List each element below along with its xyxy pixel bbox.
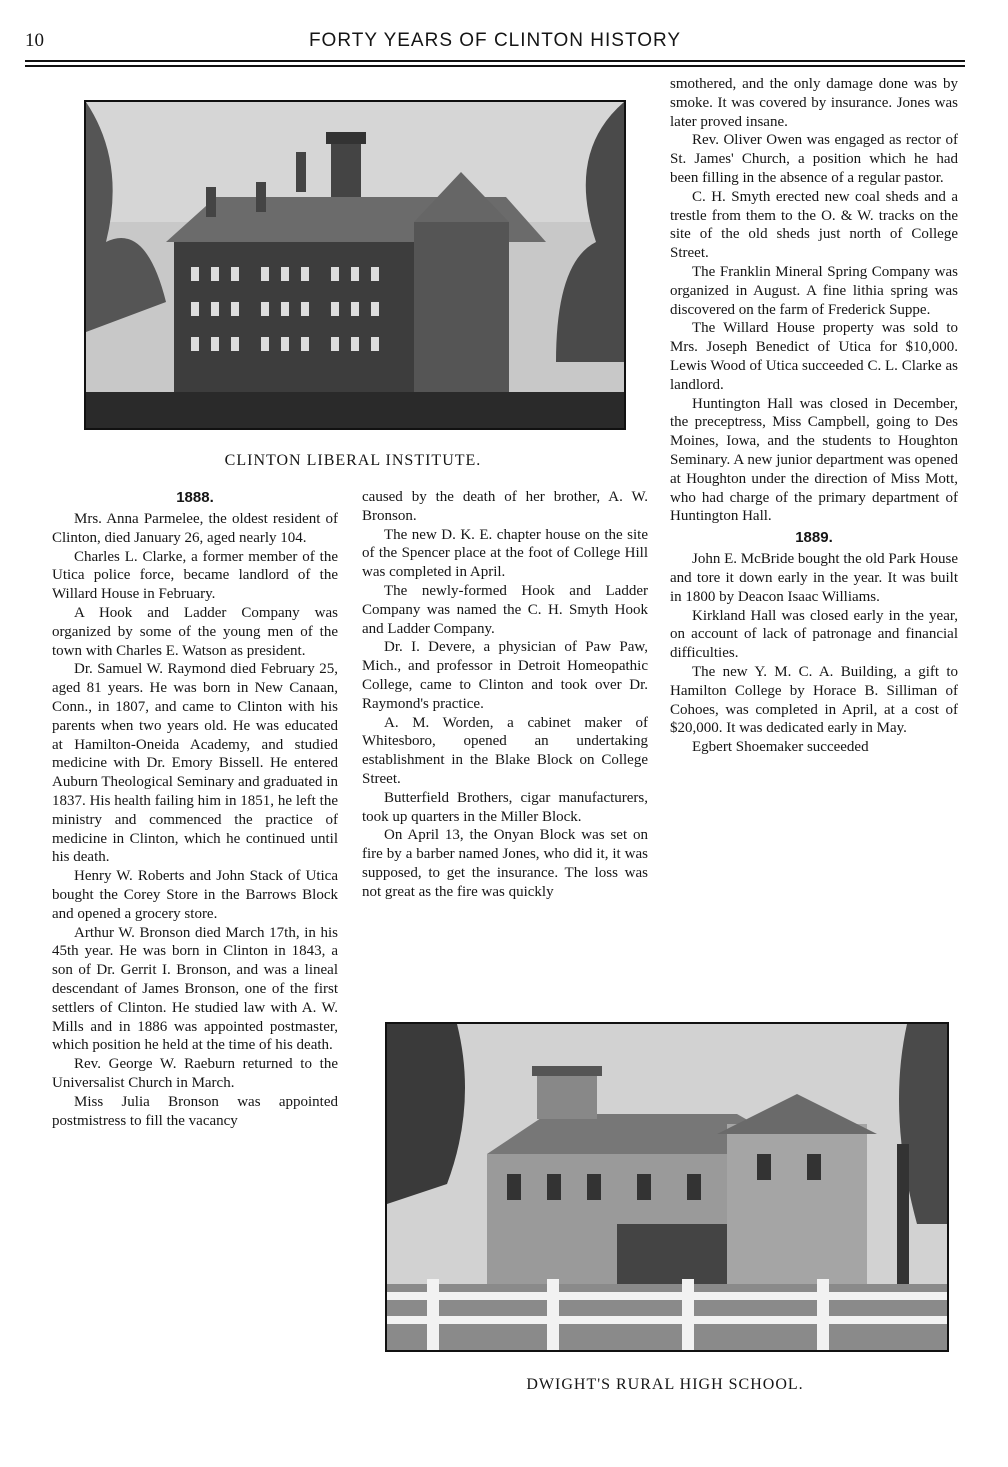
year-heading-1889: 1889. (795, 529, 833, 547)
paragraph: Arthur W. Bronson died March 17th, in his 45th year. He was born in Clinton in 1843, a son of Dr. Gerrit I. Bronson, and was a lineal descendant of James Bronson, one of the first settlers of Clinton. He studied law with A. W. Mills and in 1886 was appointed postmaster, which position he held at the time of his death. (52, 924, 338, 1054)
text-column-3 (670, 75, 958, 757)
page-number: 10 (25, 30, 44, 51)
text-column-2 (362, 488, 648, 902)
paragraph: C. H. Smyth erected new coal sheds and a trestle from them to the O. & W. tracks on the site of the old sheds just north of College Street. (670, 188, 958, 262)
bottom-photo-caption: DWIGHT'S RURAL HIGH SCHOOL. (526, 1376, 804, 1393)
clinton-liberal-institute-photo (84, 100, 626, 430)
paragraph: Butterfield Brothers, cigar manufacturers, took up quarters in the Miller Block. (362, 789, 648, 825)
paragraph: The new D. K. E. chapter house on the site of the Spencer place at the foot of College Hill was completed in April. (362, 526, 648, 581)
top-photo-caption: CLINTON LIBERAL INSTITUTE. (224, 452, 482, 469)
year-heading-1888: 1888. (176, 489, 214, 506)
paragraph: Rev. Oliver Owen was engaged as rector of St. James' Church, a position which he had been filling in the absence of a regular pastor. (670, 132, 958, 186)
paragraph: A. M. Worden, a cabinet maker of Whitesboro, opened an undertaking establishment in the Blake Block on College Street. (362, 714, 648, 787)
dwights-rural-high-school-photo (385, 1022, 949, 1352)
school-illustration (387, 1024, 947, 1350)
paragraph: smothered, and the only damage done was by smoke. It was covered by insurance. Jones was later proved insane. (670, 76, 958, 130)
paragraph: Rev. George W. Raeburn returned to the Universalist Church in March. (52, 1056, 338, 1091)
paragraph: Mrs. Anna Parmelee, the oldest resident of Clinton, died January 26, aged nearly 104. (52, 511, 338, 546)
header-rule-top (25, 60, 965, 62)
paragraph: The Franklin Mineral Spring Company was organized in August. A fine lithia spring was discovered on the farm of Frederick Suppe. (670, 263, 958, 318)
paragraph: Egbert Shoemaker succeeded (692, 739, 869, 756)
paragraph: Henry W. Roberts and John Stack of Utica bought the Corey Store in the Barrows Block and opened a grocery store. (52, 868, 338, 922)
paragraph: Charles L. Clarke, a former member of the Utica police force, became landlord of the Willard House in February. (52, 548, 338, 603)
header-rule-bottom (25, 65, 965, 67)
paragraph: A Hook and Ladder Company was organized by some of the young men of the town with Charles E. Watson as president. (52, 604, 338, 659)
institute-illustration (86, 102, 624, 428)
paragraph: The newly-formed Hook and Ladder Company was named the C. H. Smyth Hook and Ladder Company. (362, 582, 648, 637)
paragraph: Dr. Samuel W. Raymond died February 25, aged 81 years. He was born in New Canaan, Conn., in 1807, and came to Clinton with his parents when two years old. He was educated at Hamilton-Oneida Academy, and studied medicine with Dr. Emory Bissell. He entered Auburn Theological Seminary and graduated in 1837. His health failing him in 1851, he left the ministry and commenced the practice of medicine in Clinton, which he continued until his death. (52, 661, 338, 866)
text-column-1 (52, 486, 338, 1130)
paragraph: John E. McBride bought the old Park House and tore it down early in the year. It was built in 1800 by Deacon Isaac Williams. (670, 551, 958, 605)
paragraph: The Willard House property was sold to Mrs. Joseph Benedict of Utica for $10,000. Lewis Wood of Utica succeeded C. L. Clarke as landlord. (670, 320, 958, 393)
page-header (25, 30, 965, 58)
running-title: FORTY YEARS OF CLINTON HISTORY (308, 30, 682, 51)
paragraph: caused by the death of her brother, A. W. Bronson. (362, 489, 648, 524)
paragraph: The new Y. M. C. A. Building, a gift to Hamilton College by Horace B. Silliman of Cohoes, was completed in April, at a cost of $20,000. It was dedicated early in May. (670, 663, 958, 737)
paragraph: Dr. I. Devere, a physician of Paw Paw, Mich., and professor in Detroit Homeopathic College, came to Clinton and took over Dr. Raymond's practice. (362, 639, 648, 712)
paragraph: Miss Julia Bronson was appointed postmistress to fill the vacancy (52, 1093, 338, 1129)
paragraph: On April 13, the Onyan Block was set on fire by a barber named Jones, who did it, it was supposed, to get the insurance. The loss was not great as the fire was quickly (362, 827, 648, 900)
paragraph: Huntington Hall was closed in December, the preceptress, Miss Campbell, going to Des Moines, Iowa, and the students to Houghton Seminary. A new junior department was opened at Houghton under the direction of Miss Mott, who had charge of the primary department of Huntington Hall. (670, 395, 958, 525)
paragraph: Kirkland Hall was closed early in the year, on account of lack of patronage and financial difficulties. (670, 607, 958, 662)
